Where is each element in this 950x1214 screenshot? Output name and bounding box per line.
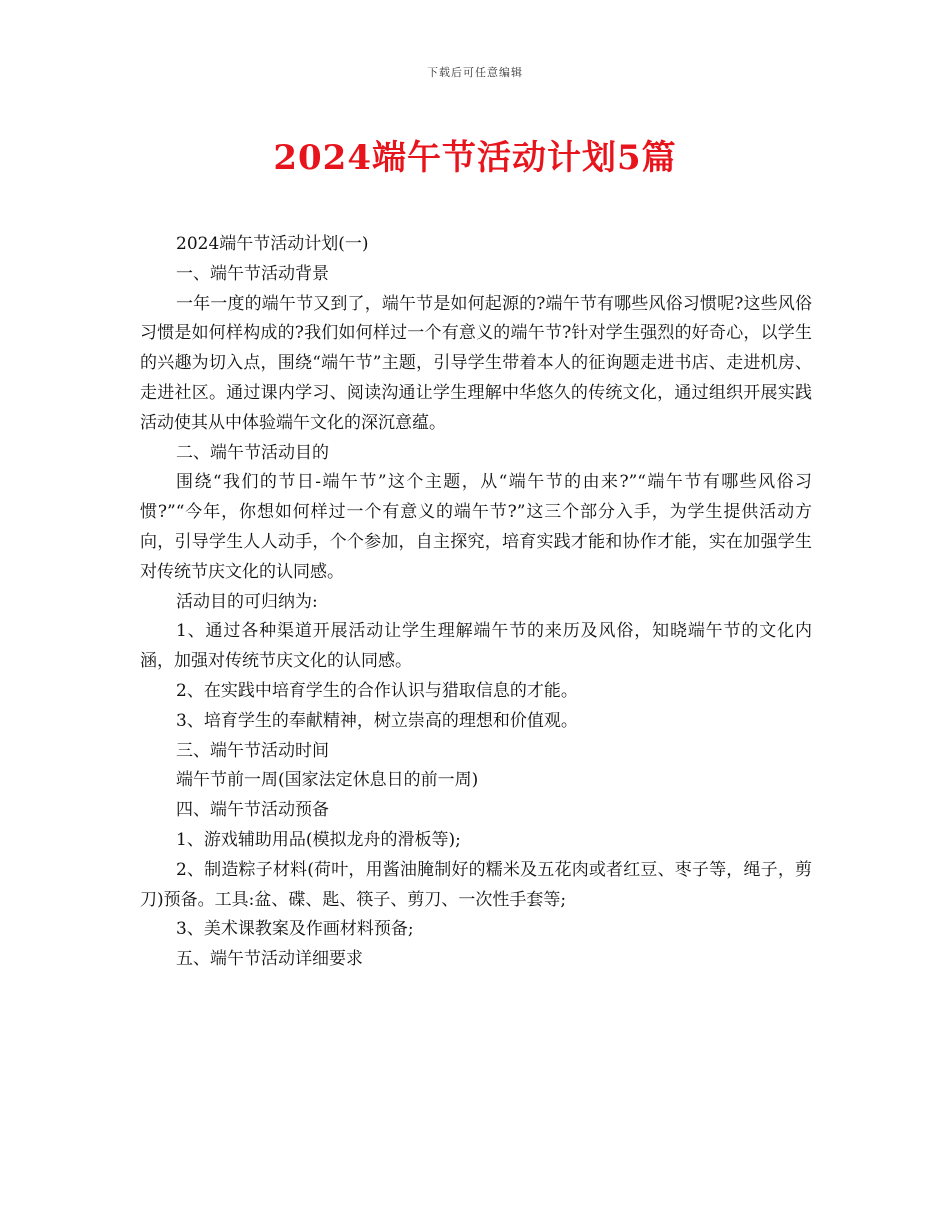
document-title: 2024端午节活动计划5篇 xyxy=(273,138,677,178)
paragraph-goals-summary: 活动目的可归纳为: xyxy=(176,591,318,612)
paragraph-goal-2: 2、在实践中培育学生的合作认识与猎取信息的才能。 xyxy=(176,680,578,701)
paragraph-section-background: 一、端午节活动背景 xyxy=(176,263,329,284)
paragraph-section-purpose: 二、端午节活动目的 xyxy=(176,442,329,463)
paragraph-section-time: 三、端午节活动时间 xyxy=(176,740,329,761)
document-body xyxy=(140,230,812,975)
paragraph-prep-1: 1、游戏辅助用品(模拟龙舟的滑板等); xyxy=(176,829,461,850)
paragraph-prep-3: 3、美术课教案及作画材料预备; xyxy=(176,919,414,940)
paragraph-section-requirements: 五、端午节活动详细要求 xyxy=(176,949,363,970)
paragraph-goal-1: 1、通过各种渠道开展活动让学生理解端午节的来历及风俗，知晓端午节的文化内涵，加强对传统节庆文化的认同感。 xyxy=(140,621,812,672)
paragraph-goal-3: 3、培育学生的奉献精神，树立崇高的理想和价值观。 xyxy=(176,710,578,731)
paragraph-prep-2: 2、制造粽子材料(荷叶，用酱油腌制好的糯米及五花肉或者红豆、枣子等，绳子，剪刀)预备。工具:盆、碟、匙、筷子、剪刀、一次性手套等; xyxy=(140,859,812,910)
paragraph-purpose-text: 围绕“我们的节日-端午节”这个主题，从“端午节的由来?”“端午节有哪些风俗习惯?”“今年，你想如何样过一个有意义的端午节?”这三个部分入手，为学生提供活动方向，引导学生人人动手，个个参加，自主探究，培育实践才能和协作才能，实在加强学生对传统节庆文化的认同感。 xyxy=(140,472,812,582)
header-note: 下载后可任意编辑 xyxy=(427,66,523,79)
paragraph-plan-heading: 2024端午节活动计划(一) xyxy=(176,234,369,254)
paragraph-background-text: 一年一度的端午节又到了，端午节是如何起源的?端午节有哪些风俗习惯呢?这些风俗习惯是如何样构成的?我们如何样过一个有意义的端午节?针对学生强烈的好奇心，以学生的兴趣为切入点，围绕“端午节”主题，引导学生带着本人的征询题走进书店、走进机房、走进社区。通过课内学习、阅读沟通让学生理解中华悠久的传统文化，通过组织开展实践活动使其从中体验端午文化的深沉意蕴。 xyxy=(140,293,812,433)
paragraph-section-preparation: 四、端午节活动预备 xyxy=(176,800,329,821)
paragraph-time-text: 端午节前一周(国家法定休息日的前一周) xyxy=(176,770,479,791)
